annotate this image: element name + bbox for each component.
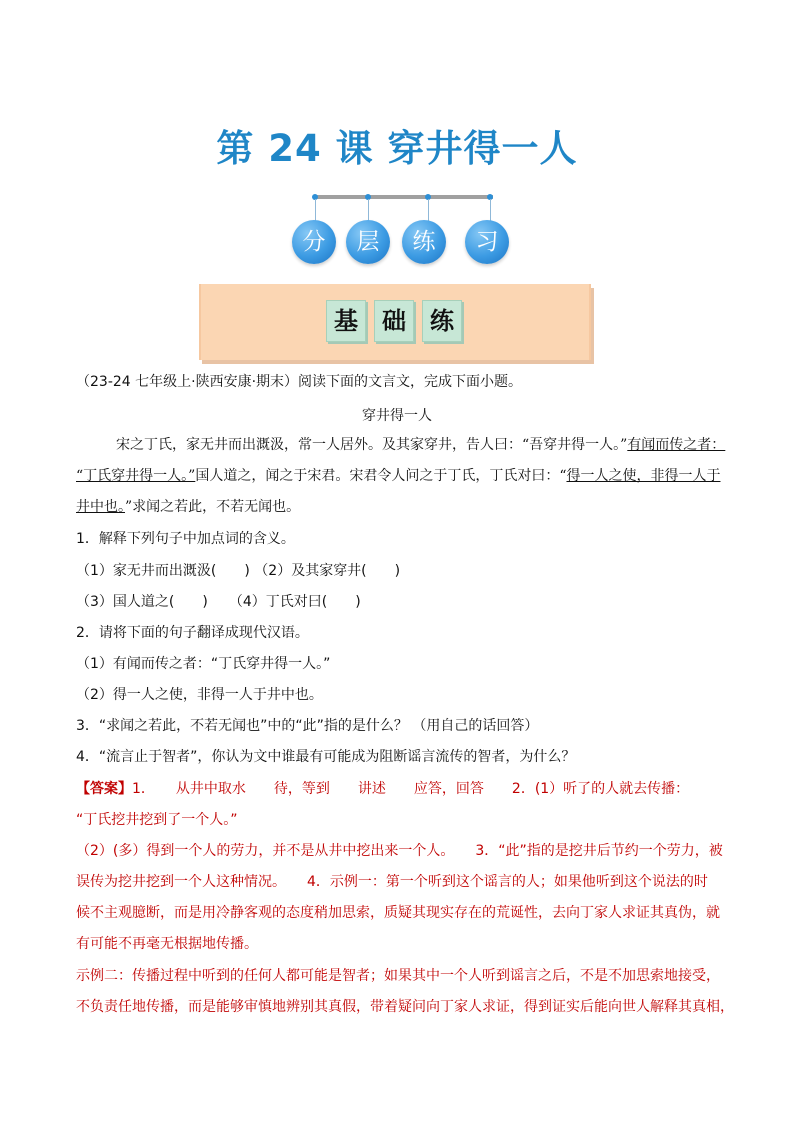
question-4: 4．“流言止于智者”，你认为文中谁最有可能成为阻断谣言流传的智者，为什么？ <box>76 749 576 765</box>
answer-line: 误传为挖井挖到一个人这种情况。 4．示例一：第一个听到这个谣言的人；如果他听到这个说法的时 <box>76 874 708 890</box>
badge-ceng: 层 <box>346 220 390 264</box>
badge-xi: 习 <box>465 220 509 264</box>
rail-string <box>490 199 491 221</box>
banner-char-chu: 础 <box>374 300 414 342</box>
answer-line: 有可能不再毫无根据地传播。 <box>76 936 258 952</box>
question-2-item-1: （1）有闻而传之者：“丁氏穿井得一人。” <box>76 656 331 672</box>
badge-rail <box>313 195 493 199</box>
answer-label: 【答案】 <box>76 781 132 797</box>
answer-line: “丁氏挖井挖到了一个人。” <box>76 812 238 828</box>
question-1: 1．解释下列句子中加点词的含义。 <box>76 531 295 547</box>
intro-text: （23-24 七年级上·陕西安康·期末）阅读下面的文言文，完成下面小题。 <box>76 374 523 390</box>
banner-char-lian: 练 <box>422 300 462 342</box>
answer-line: 候不主观臆断，而是用冷静客观的态度稍加思索，质疑其现实存在的荒诞性，去向丁家人求证其真伪，就 <box>76 905 720 921</box>
answer-line: 不负责任地传播，而是能够审慎地辨别其真假，带着疑问向丁家人求证，得到证实后能向世人解释其真相， <box>76 999 734 1015</box>
question-2-item-2: （2）得一人之使，非得一人于井中也。 <box>76 687 323 703</box>
badge-lian: 练 <box>402 220 446 264</box>
question-1-items-b: （3）国人道之( ) （4）丁氏对曰( ) <box>76 594 361 610</box>
rail-string <box>428 199 429 221</box>
passage-line: 宋之丁氏，家无井而出溉汲，常一人居外。及其家穿井，告人曰：“吾穿井得一人。”有闻而传之者： <box>116 437 726 453</box>
question-3: 3．“求闻之若此，不若无闻也”中的“此”指的是什么？ （用自己的话回答） <box>76 718 539 734</box>
rail-string <box>315 199 316 221</box>
question-2: 2．请将下面的句子翻译成现代汉语。 <box>76 625 309 641</box>
passage-title: 穿井得一人 <box>362 408 432 424</box>
answer-line: 【答案】1． 从井中取水 待，等到 讲述 应答，回答 2．(1）听了的人就去传播： <box>76 781 690 797</box>
badge-fen: 分 <box>292 220 336 264</box>
question-1-items-a: （1）家无井而出溉汲( ) （2）及其家穿井( ) <box>76 563 401 579</box>
banner-char-ji: 基 <box>326 300 366 342</box>
passage-line: 井中也。”求闻之若此，不若无闻也。 <box>76 499 301 515</box>
passage-line: “丁氏穿井得一人。”国人道之，闻之于宋君。宋君令人问之于丁氏，丁氏对曰：“得一人之使，非得一人于 <box>76 468 721 484</box>
rail-string <box>368 199 369 221</box>
answer-line: 示例二：传播过程中听到的任何人都可能是智者；如果其中一个人听到谣言之后，不是不加思索地接受， <box>76 968 720 984</box>
answer-line: （2）(多）得到一个人的劳力，并不是从井中挖出来一个人。 3．“此”指的是挖井后节约一个劳力，被 <box>76 843 723 859</box>
page-title: 第 24 课 穿井得一人 <box>216 127 578 170</box>
